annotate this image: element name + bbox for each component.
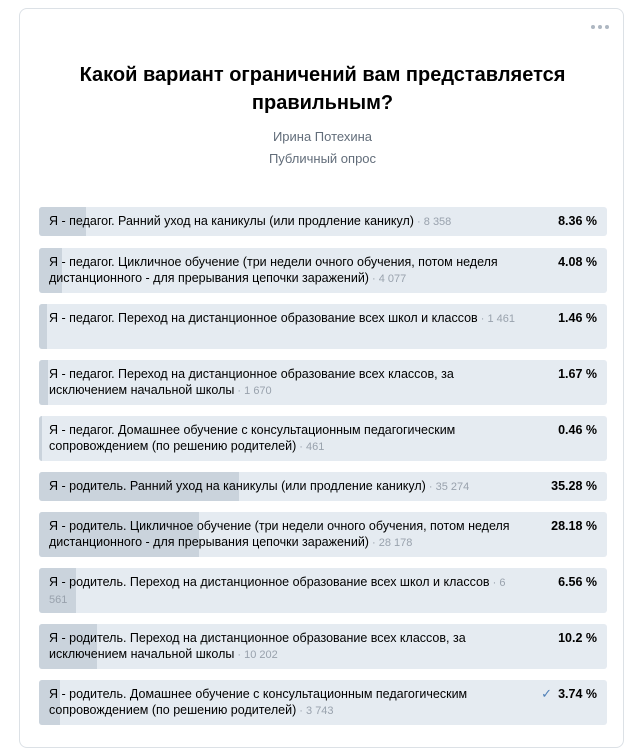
poll-option-percent-value: 10.2 % [558, 631, 597, 645]
poll-option-separator: · [296, 441, 307, 453]
poll-option-text [39, 248, 607, 293]
poll-option-percent-value: 28.18 % [551, 519, 597, 533]
poll-option-count: 4 077 [378, 273, 407, 285]
checkmark-icon: ✓ [541, 686, 553, 701]
poll-option[interactable] [39, 680, 607, 725]
poll-option-text [39, 207, 607, 236]
poll-option-percent-value: 6.56 % [558, 575, 597, 589]
poll-option-percent-value: 1.46 % [558, 311, 597, 325]
poll-option[interactable] [39, 304, 607, 349]
poll-option-text [39, 624, 607, 669]
poll-option-percent [558, 310, 597, 326]
poll-option-percent-value: 8.36 % [558, 214, 597, 228]
poll-title: Какой вариант ограничений вам представляется правильным? [79, 64, 566, 114]
poll-option-percent-value: 0.46 % [558, 423, 597, 437]
poll-option-text [39, 304, 607, 333]
poll-option-percent [558, 574, 597, 590]
poll-option-count: 6 561 [49, 577, 506, 606]
poll-option-percent [558, 254, 597, 270]
poll-option-percent-value: 1.67 % [558, 367, 597, 381]
poll-option-separator: · [413, 216, 424, 228]
poll-option-percent [558, 213, 597, 229]
poll-option-label: Я - педагог. Ранний уход на каникулы (или продление каникул) [49, 214, 414, 228]
poll-option-count: 1 461 [487, 313, 515, 325]
poll-option-count: 461 [306, 441, 325, 453]
poll-option-count: 3 743 [306, 705, 334, 717]
poll-option-separator: · [368, 273, 379, 285]
poll-option-percent [551, 478, 597, 494]
poll-option-text [39, 512, 607, 557]
poll-option-label: Я - родитель. Ранний уход на каникулы (или продление каникул) [49, 479, 426, 493]
poll-option-count: 1 670 [244, 385, 272, 397]
poll-option-label: Я - педагог. Цикличное обучение (три недели очного обучения, потом неделя дистанционного - для прерывания цепочки заражений) [49, 255, 498, 285]
poll-option-label: Я - педагог. Переход на дистанционное образование всех школ и классов [49, 311, 478, 325]
poll-option[interactable] [39, 512, 607, 557]
poll-option-label: Я - родитель. Переход на дистанционное образование всех школ и классов [49, 575, 490, 589]
poll-option-text [39, 680, 607, 725]
poll-option-label: Я - родитель. Цикличное обучение (три недели очного обучения, потом неделя дистанционного - для прерывания цепочки заражений) [49, 519, 510, 549]
poll-option-separator: · [234, 385, 245, 397]
poll-option-count: 10 202 [244, 649, 278, 661]
poll-option-percent [558, 366, 597, 382]
poll-option-count: 28 178 [378, 537, 413, 549]
poll-type: Публичный опрос [268, 151, 377, 166]
poll-option-label: Я - педагог. Переход на дистанционное образование всех классов, за исключением начальной школы [49, 367, 454, 397]
poll-option[interactable] [39, 472, 607, 501]
poll-option-separator: · [296, 705, 307, 717]
poll-author[interactable]: Ирина Потехина [272, 129, 373, 144]
poll-option-separator: · [477, 313, 488, 325]
poll-option-label: Я - родитель. Переход на дистанционное образование всех классов, за исключением начальной школы [49, 631, 466, 661]
poll-option-percent-value: 3.74 % [558, 687, 597, 701]
poll-option[interactable] [39, 568, 607, 613]
poll-option-text [39, 568, 607, 613]
poll-option-percent [558, 630, 597, 646]
poll-option-separator: · [489, 577, 500, 589]
poll-option-separator: · [425, 481, 436, 493]
poll-option-count: 8 358 [423, 216, 452, 228]
poll-option-percent [558, 422, 597, 438]
poll-option-label: Я - родитель. Домашнее обучение с консультационным педагогическим сопровождением (по решению родителей) [49, 687, 468, 717]
poll-option-count: 35 274 [435, 481, 470, 493]
poll-option-percent-value: 4.08 % [558, 255, 597, 269]
poll-option[interactable] [39, 624, 607, 669]
more-dots-icon[interactable] [591, 25, 609, 29]
poll-option-percent [541, 686, 597, 702]
poll-option-text [39, 472, 607, 501]
poll-option-label: Я - педагог. Домашнее обучение с консультационным педагогическим сопровождением (по решению родителей) [49, 423, 456, 453]
poll-option[interactable] [39, 248, 607, 293]
poll-option[interactable] [39, 360, 607, 405]
poll-option-text [39, 416, 607, 461]
poll-option-percent [551, 518, 597, 534]
poll-card [19, 8, 624, 748]
poll-option[interactable] [39, 416, 607, 461]
poll-option[interactable] [39, 207, 607, 236]
poll-option-percent-value: 35.28 % [551, 479, 597, 493]
poll-option-text [39, 360, 607, 405]
poll-option-separator: · [234, 649, 245, 661]
poll-option-separator: · [368, 537, 379, 549]
